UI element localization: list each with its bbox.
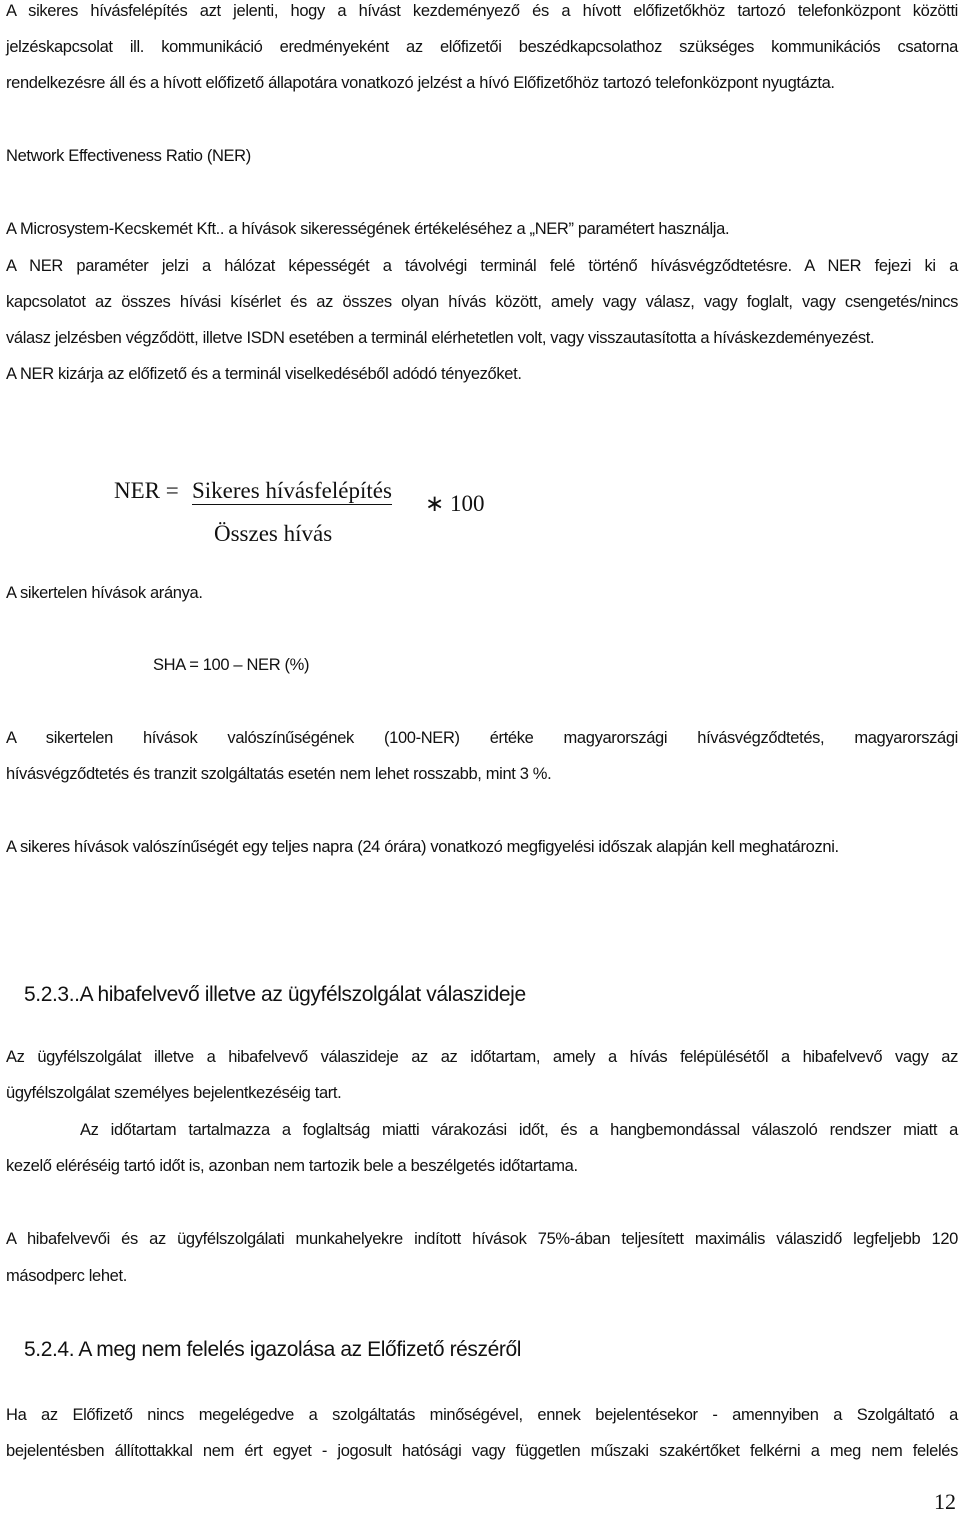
paragraph-line: A sikeres hívásfelépítés azt jelenti, hogy a hívást kezdeményező és a hívott előfizetőkhöz tartozó telefonközpont közötti xyxy=(6,2,958,20)
paragraph-line: válasz jelzésben végződött, illetve ISDN esetében a terminál elérhetetlen volt, vagy visszautasította a híváskezdeményezést. xyxy=(6,329,875,347)
successful-paragraph: A sikeres hívások valószínűségét egy teljes napra (24 órára) vonatkozó megfigyelési időszak alapján kell meghatározni. xyxy=(6,838,839,856)
page-number: 12 xyxy=(934,1489,956,1514)
paragraph-line: Ha az Előfizető nincs megelégedve a szolgáltatás minőségével, ennek bejelentésekor - amennyiben a Szolgáltató a xyxy=(6,1406,958,1424)
paragraph-line: kezelő eléréséig tartó időt is, azonban nem tartozik bele a beszélgetés időtartama. xyxy=(6,1157,578,1175)
paragraph-line: másodperc lehet. xyxy=(6,1267,127,1285)
formula-lhs: NER = xyxy=(114,478,179,503)
paragraph-line: hívásvégződtetés és tranzit szolgáltatás esetén nem lehet rosszabb, mint 3 %. xyxy=(6,765,552,783)
formula-multiplier: ∗ 100 xyxy=(425,491,485,516)
paragraph-line: A NER paraméter jelzi a hálózat képességét a távolvégi terminál felé történő hívásvégződtetésre. A NER fejezi ki a xyxy=(6,257,958,275)
paragraph-line: kapcsolatot az összes hívási kísérlet és az összes olyan hívás között, amely vagy válasz, vagy foglalt, vagy csengetés/nincs xyxy=(6,293,958,311)
paragraph-line: Az időtartam tartalmazza a foglaltság miatti várakozási időt, és a hangbemondással válaszoló rendszer miatt a xyxy=(80,1121,958,1139)
ner-title: Network Effectiveness Ratio (NER) xyxy=(6,147,251,165)
paragraph-line: A hibafelvevői és az ügyfélszolgálati munkahelyekre indított hívások 75%-ában teljesített maximális válaszidő legfeljebb 120 xyxy=(6,1230,958,1248)
paragraph-line: bejelentésben állítottakkal nem ért egyet - jogosult hatósági vagy független műszaki szakértőket felkérni a meg nem felelés xyxy=(6,1442,958,1460)
paragraph-line: A NER kizárja az előfizető és a terminál viselkedéséből adódó tényezőket. xyxy=(6,365,522,383)
paragraph-line: ügyfélszolgálat személyes bejelentkezéséig tart. xyxy=(6,1084,342,1102)
unsuccessful-label: A sikertelen hívások aránya. xyxy=(6,584,203,602)
paragraph-line: jelzéskapcsolat ill. kommunikáció eredményeként az előfizetői beszédkapcsolathoz szükséges kommunikációs csatorna xyxy=(6,38,958,56)
formula-denominator: Összes hívás xyxy=(214,521,333,546)
section-heading-524: 5.2.4. A meg nem felelés igazolása az Előfizető részéről xyxy=(24,1338,522,1361)
paragraph-line: rendelkezésre áll és a hívott előfizető állapotára vonatkozó jelzést a hívó Előfizetőhöz tartozó telefonközpont nyugtázta. xyxy=(6,74,835,92)
formula-numerator: Sikeres hívásfelépítés xyxy=(192,478,392,503)
paragraph-line: Az ügyfélszolgálat illetve a hibafelvevő válaszideje az az időtartam, amely a hívás felépülésétől a hibafelvevő vagy az xyxy=(6,1048,958,1066)
sha-formula: SHA = 100 – NER (%) xyxy=(153,656,310,674)
section-heading-523: 5.2.3..A hibafelvevő illetve az ügyfélszolgálat válaszideje xyxy=(24,983,526,1006)
paragraph-line: A sikertelen hívások valószínűségének (100-NER) értéke magyarországi hívásvégződtetés, magyarországi xyxy=(6,729,958,747)
ner-intro: A Microsystem-Kecskemét Kft.. a hívások sikerességének értékeléséhez a „NER” paramétert használja. xyxy=(6,220,730,238)
